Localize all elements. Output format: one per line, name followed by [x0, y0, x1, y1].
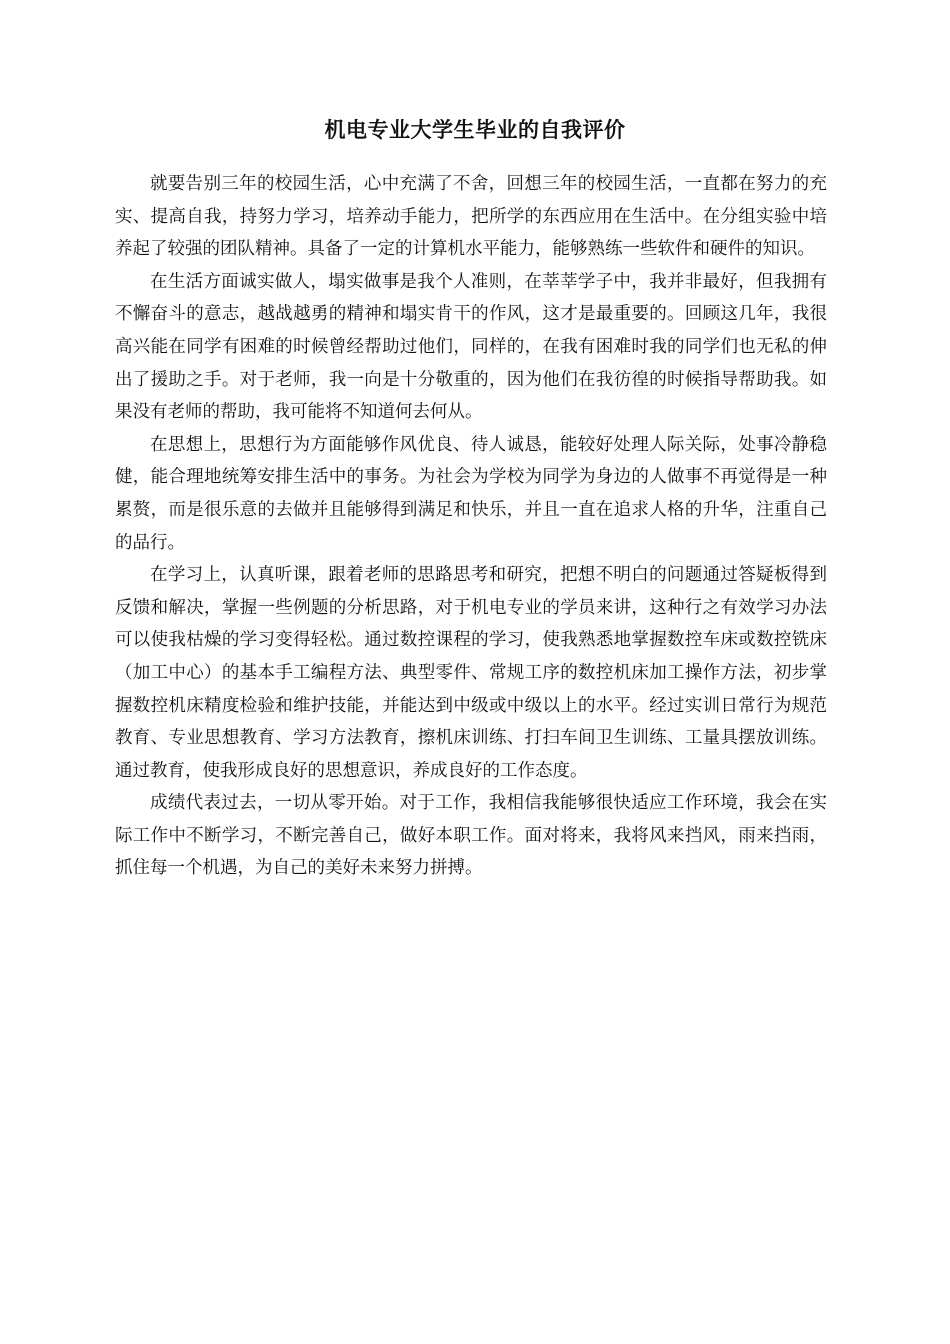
- paragraph-2: 在生活方面诚实做人，塌实做事是我个人准则，在莘莘学子中，我并非最好，但我拥有不懈奋斗的意志，越战越勇的精神和塌实肯干的作风，这才是最重要的。回顾这几年，我很高兴能在同学有困难的时候曾经帮助过他们，同样的，在我有困难时我的同学们也无私的伸出了援助之手。对于老师，我一向是十分敬重的，因为他们在我彷徨的时候指导帮助我。如果没有老师的帮助，我可能将不知道何去何从。: [115, 271, 827, 423]
- paragraph-3: 在思想上，思想行为方面能够作风优良、待人诚恳，能较好处理人际关际，处事冷静稳健，能合理地统筹安排生活中的事务。为社会为学校为同学为身边的人做事不再觉得是一种累赘，而是很乐意的去做并且能够得到满足和快乐，并且一直在追求人格的升华，注重自己的品行。: [115, 434, 827, 553]
- paragraph-1: 就要告别三年的校园生活，心中充满了不舍，回想三年的校园生活，一直都在努力的充实、提高自我，持努力学习，培养动手能力，把所学的东西应用在生活中。在分组实验中培养起了较强的团队精神。具备了一定的计算机水平能力，能够熟练一些软件和硬件的知识。: [115, 174, 827, 260]
- document-body: [115, 168, 827, 885]
- paragraph-5: 成绩代表过去，一切从零开始。对于工作，我相信我能够很快适应工作环境，我会在实际工作中不断学习，不断完善自己，做好本职工作。面对将来，我将风来挡风，雨来挡雨，抓住每一个机遇，为自己的美好未来努力拼搏。: [115, 793, 827, 879]
- page-title: 机电专业大学生毕业的自我评价: [324, 118, 626, 142]
- paragraph-4: 在学习上，认真听课，跟着老师的思路思考和研究，把想不明白的问题通过答疑板得到反馈和解决，掌握一些例题的分析思路，对于机电专业的学员来讲，这种行之有效学习办法可以使我枯燥的学习变得轻松。通过数控课程的学习，使我熟悉地掌握数控车床或数控铣床（加工中心）的基本手工编程方法、典型零件、常规工序的数控机床加工操作方法，初步掌握数控机床精度检验和维护技能，并能达到中级或中级以上的水平。经过实训日常行为规范教育、专业思想教育、学习方法教育，擦机床训练、打扫车间卫生训练、工量具摆放训练。通过教育，使我形成良好的思想意识，养成良好的工作态度。: [115, 565, 827, 781]
